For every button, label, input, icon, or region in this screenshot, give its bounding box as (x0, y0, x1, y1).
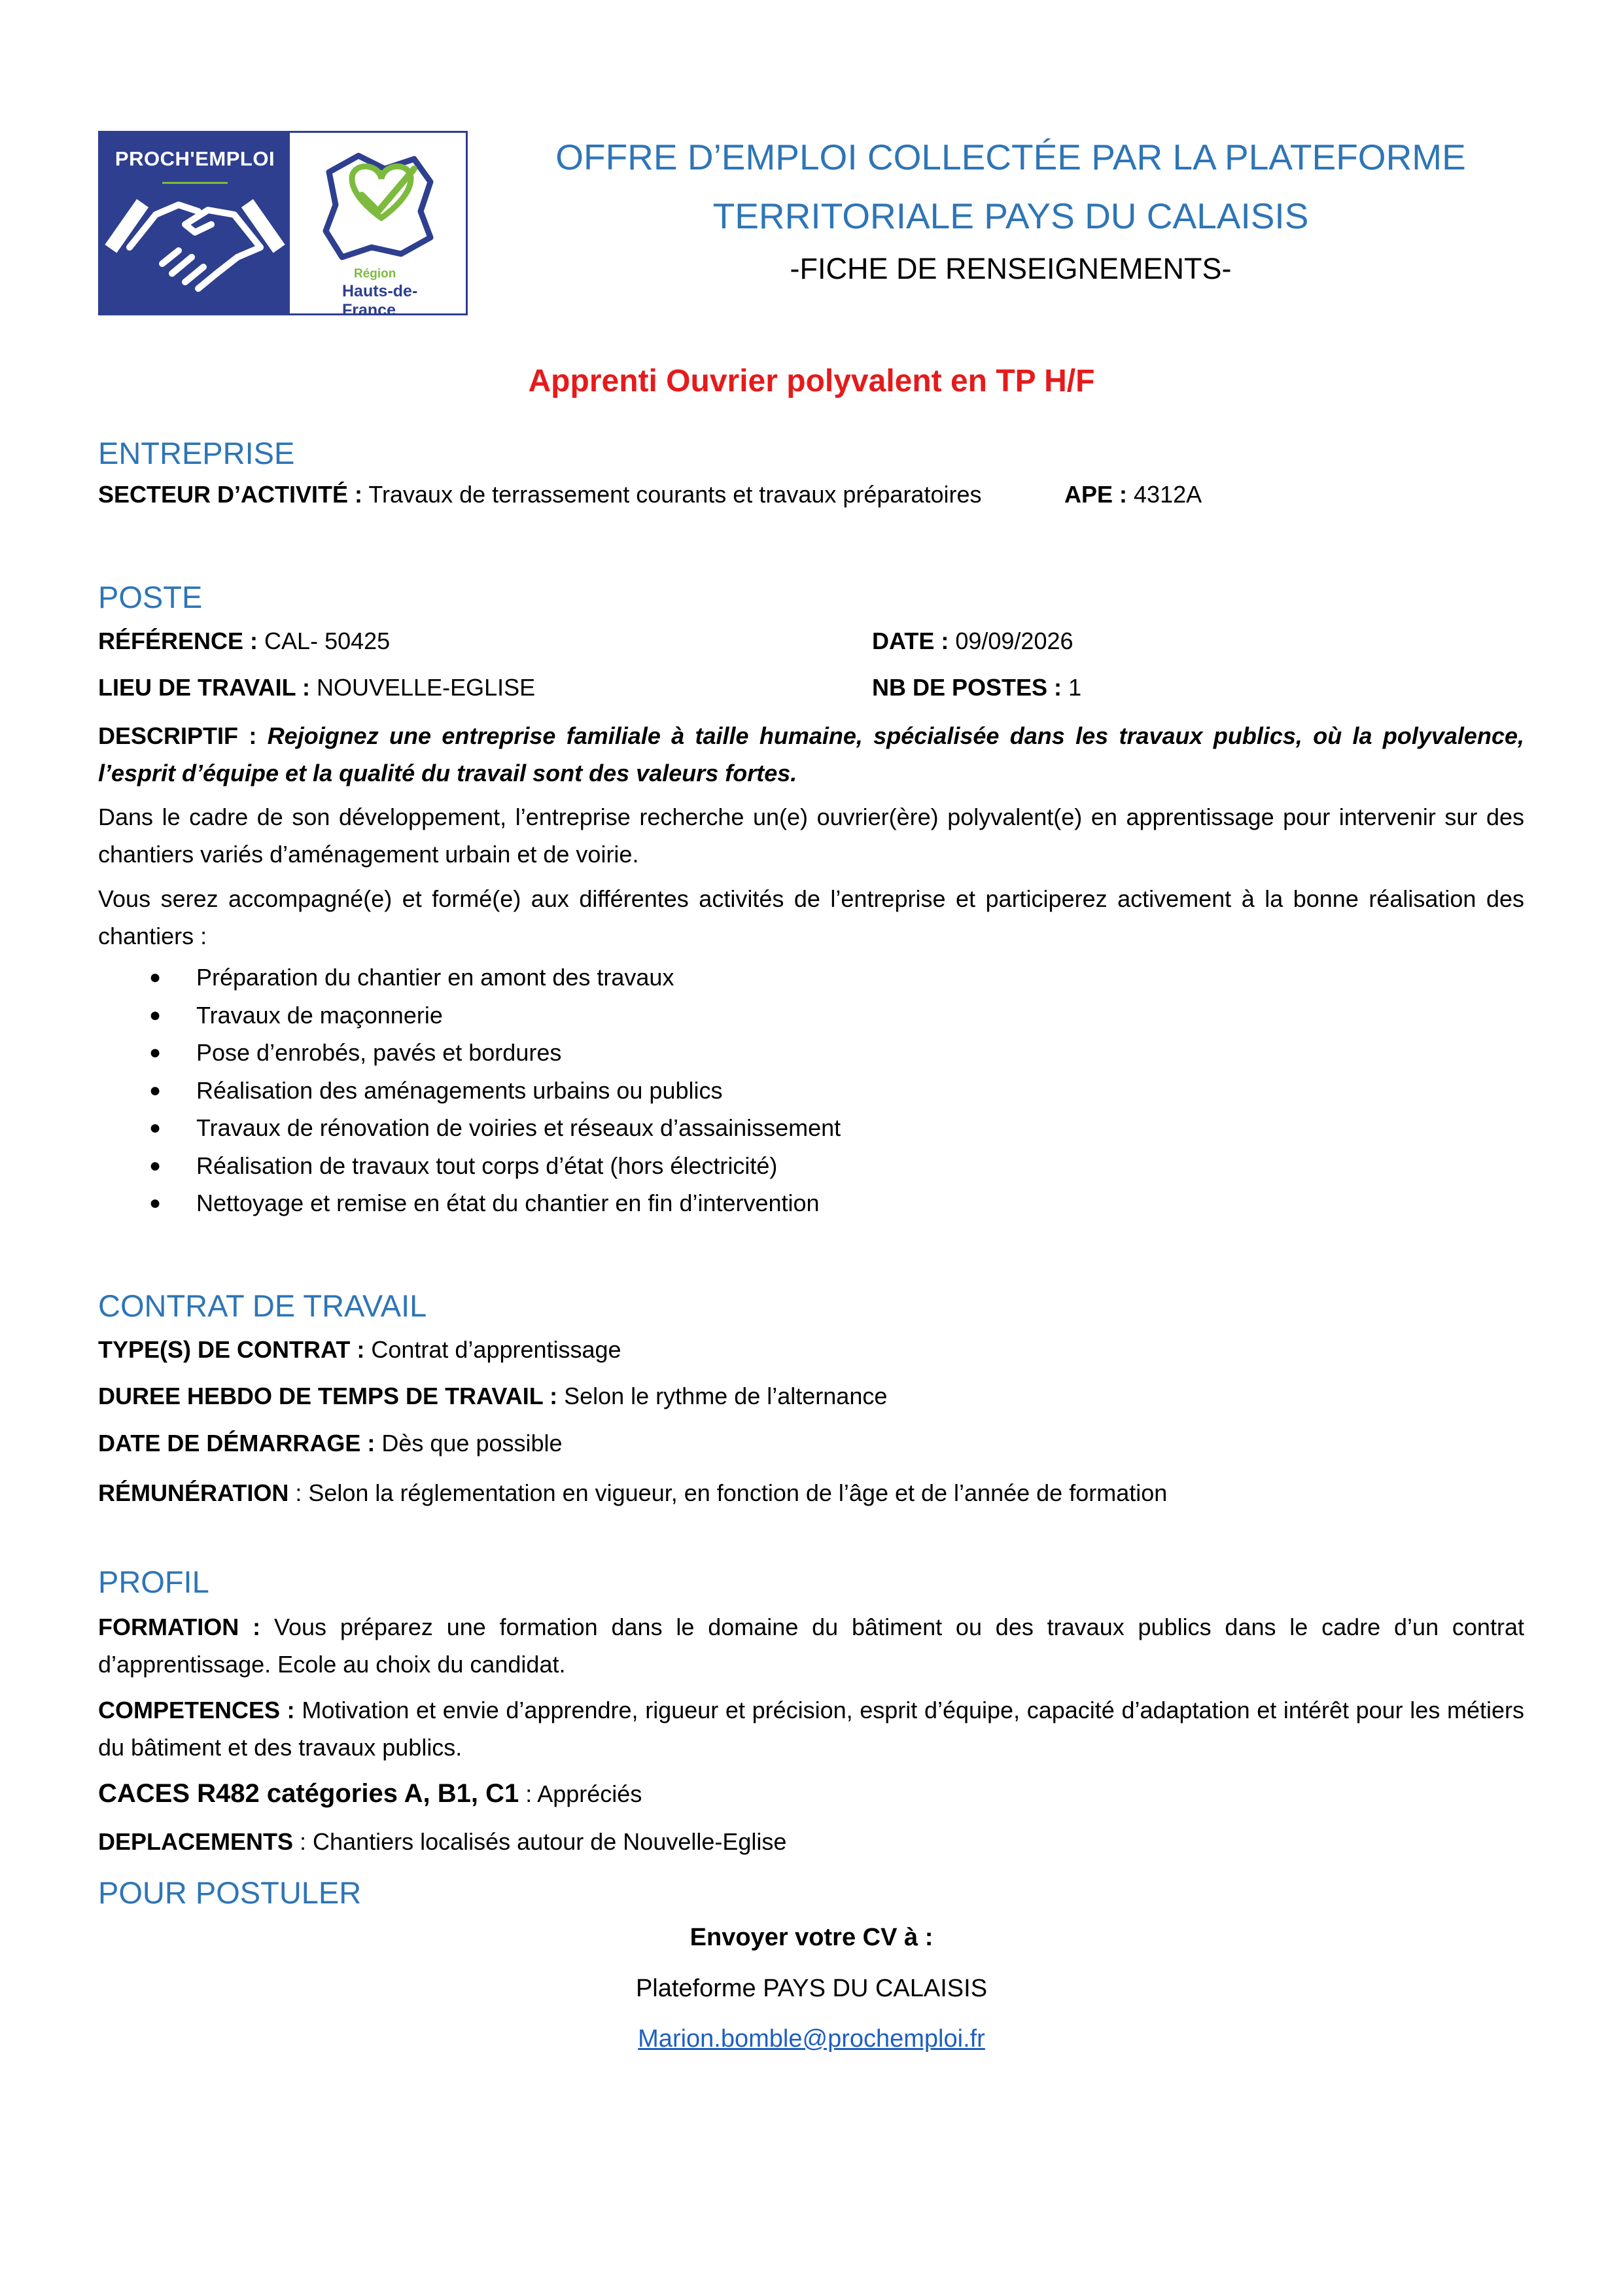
task-text: Réalisation de travaux tout corps d’état (hors électricité) (196, 1152, 778, 1179)
bullet-icon: ● (149, 1192, 162, 1214)
descriptif-intro-text: Rejoignez une entreprise familiale à taille humaine, spécialisée dans les travaux publics, où la polyvalence, l’esprit d’équipe et la qualité du travail sont des valeurs fortes. (98, 722, 1524, 786)
deplacements-label: DEPLACEMENTS (98, 1828, 294, 1855)
descriptif-label: DESCRIPTIF : (98, 722, 257, 749)
descriptif-paragraph-2: Vous serez accompagné(e) et formé(e) aux différentes activités de l’entreprise et participerez activement à la bonne réalisation des chantiers : (98, 885, 1524, 949)
date-value: 09/09/2026 (955, 627, 1073, 654)
list-item (98, 1109, 841, 1147)
ape-value: 4312A (1134, 481, 1202, 508)
section-heading-profil: PROFIL (98, 1564, 209, 1599)
logo-region-label: Région (354, 267, 396, 281)
logo-region-name: Hauts-de-France (342, 282, 418, 319)
header-subtitle: -FICHE DE RENSEIGNEMENTS- (790, 252, 1232, 285)
deplacements-line (98, 1824, 786, 1860)
list-item (98, 1072, 841, 1110)
secteur-label: SECTEUR D’ACTIVITÉ : (98, 481, 363, 508)
list-item (98, 1034, 841, 1072)
secteur-value: Travaux de terrassement courants et travaux préparatoires (368, 481, 982, 508)
list-item (98, 1147, 841, 1185)
lieu-line (98, 669, 535, 706)
remuneration-line (98, 1475, 1167, 1511)
demarrage-value: Dès que possible (381, 1430, 563, 1457)
deplacements-value: : Chantiers localisés autour de Nouvelle-Eglise (300, 1828, 787, 1855)
job-title: Apprenti Ouvrier polyvalent en TP H/F (528, 364, 1095, 398)
logo-left-panel (100, 133, 290, 313)
formation-paragraph (98, 1608, 1524, 1683)
bullet-icon: ● (149, 1117, 162, 1139)
bullet-icon: ● (149, 966, 162, 988)
list-item (98, 997, 841, 1034)
bullet-icon: ● (149, 1042, 162, 1063)
task-text: Travaux de rénovation de voiries et réseaux d’assainissement (196, 1114, 841, 1141)
caces-label: CACES R482 catégories A, B1, C1 (98, 1779, 519, 1808)
duree-value: Selon le rythme de l’alternance (564, 1383, 888, 1409)
demarrage-line (98, 1425, 563, 1462)
duree-label: DUREE HEBDO DE TEMPS DE TRAVAIL : (98, 1383, 558, 1409)
task-text: Pose d’enrobés, pavés et bordures (196, 1039, 562, 1066)
nb-postes-line (872, 669, 1081, 706)
nb-postes-value: 1 (1068, 674, 1082, 701)
descriptif-paragraph-1: Dans le cadre de son développement, l’entreprise recherche un(e) ouvrier(ère) polyvalent(e) en apprentissage pour intervenir sur des chantiers variés d’aménagement urbain et de voirie. (98, 804, 1524, 868)
header-title-line2: TERRITORIALE PAYS DU CALAISIS (712, 196, 1309, 236)
lieu-label: LIEU DE TRAVAIL : (98, 674, 310, 701)
formation-value: Vous préparez une formation dans le domaine du bâtiment ou des travaux publics dans le cadre d’un contrat d’apprentissage. Ecole au choix du candidat. (98, 1614, 1524, 1678)
reference-value: CAL- 50425 (264, 627, 391, 654)
platform-name: Plateforme PAYS DU CALAISIS (635, 1975, 988, 2002)
task-list (98, 959, 841, 1222)
competences-value: Motivation et envie d’apprendre, rigueur et précision, esprit d’équipe, capacité d’adaptation et intérêt pour les métiers du bâtiment et des travaux publics. (98, 1697, 1524, 1761)
secteur-line (98, 476, 981, 513)
contrat-type-label: TYPE(S) DE CONTRAT : (98, 1336, 365, 1363)
task-text: Réalisation des aménagements urbains ou publics (196, 1076, 723, 1104)
bullet-icon: ● (149, 1004, 162, 1026)
lieu-value: NOUVELLE-EGLISE (317, 674, 536, 701)
email-wrapper (0, 2025, 1623, 2053)
formation-label: FORMATION : (98, 1614, 261, 1640)
remuneration-value: : Selon la réglementation en vigueur, en fonction de l’âge et de l’année de formation (295, 1479, 1168, 1506)
header-title-line1: OFFRE D’EMPLOI COLLECTÉE PAR LA PLATEFORME (555, 137, 1466, 177)
remuneration-label: RÉMUNÉRATION (98, 1479, 289, 1506)
task-text: Travaux de maçonnerie (196, 1001, 443, 1029)
email-link[interactable]: Marion.bomble@prochemploi.fr (638, 2025, 985, 2053)
logo-brand-text: PROCH'EMPLOI (114, 147, 275, 170)
section-heading-entreprise: ENTREPRISE (98, 436, 295, 470)
demarrage-label: DATE DE DÉMARRAGE : (98, 1430, 375, 1457)
logo-right-panel (290, 133, 466, 319)
france-heart-icon (290, 133, 466, 270)
nb-postes-label: NB DE POSTES : (872, 674, 1062, 701)
reference-label: RÉFÉRENCE : (98, 627, 258, 654)
caces-line (98, 1775, 642, 1812)
task-text: Préparation du chantier en amont des travaux (196, 964, 674, 991)
section-heading-postuler: POUR POSTULER (98, 1875, 362, 1910)
handshake-icon (100, 133, 290, 317)
reference-line (98, 623, 390, 660)
descriptif-intro (98, 717, 1524, 792)
competences-paragraph (98, 1691, 1524, 1766)
prochemploi-logo (98, 131, 468, 319)
section-heading-poste: POSTE (98, 580, 203, 614)
duree-line (98, 1378, 887, 1415)
date-line (872, 623, 1073, 660)
task-text: Nettoyage et remise en état du chantier en fin d’intervention (196, 1190, 820, 1216)
contrat-type-line (98, 1332, 621, 1368)
list-item (98, 1184, 841, 1222)
section-heading-contrat: CONTRAT DE TRAVAIL (98, 1288, 427, 1323)
bullet-icon: ● (149, 1154, 162, 1176)
date-label: DATE : (872, 627, 949, 654)
ape-label: APE : (1064, 481, 1128, 508)
bullet-icon: ● (149, 1079, 162, 1101)
contrat-type-value: Contrat d’apprentissage (371, 1336, 621, 1363)
ape-line (1064, 476, 1202, 513)
list-item (98, 959, 841, 997)
caces-value: : Appréciés (525, 1780, 642, 1807)
competences-label: COMPETENCES : (98, 1697, 295, 1723)
send-cv-label: Envoyer votre CV à : (689, 1924, 934, 1951)
